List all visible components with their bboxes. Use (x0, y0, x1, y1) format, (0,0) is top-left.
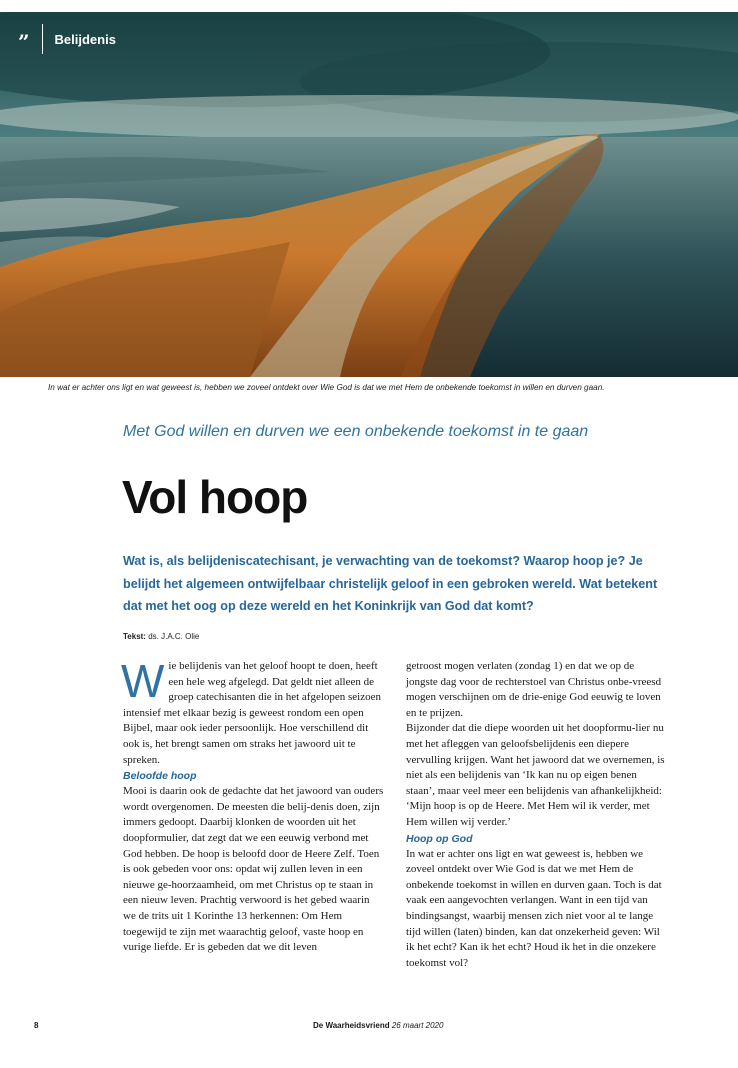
paragraph-5: In wat er achter ons ligt en wat geweest is, hebben we zoveel ontdekt over Wie God is dat we met Hem de onbekende toekomst in willen en durven gaan. Toch is dat vaak een aangevochten verlangen. Want in een tijd van bindingsangst, waarbij mensen zich niet voor al te lange tijd willen (laten) binden, kan dat onzekerheid geven: Wil ik het echt? Kan ik het echt? Houd ik het in die onzekere toekomst vol? (406, 847, 662, 969)
photo-caption: In wat er achter ons ligt en wat geweest is, hebben we zoveel ontdekt over Wie God is dat we met Hem de onbekende toekomst in willen en durven gaan. (48, 383, 605, 392)
landscape-illustration (0, 12, 738, 377)
tag-divider (42, 24, 43, 54)
header-photo (0, 12, 738, 377)
magazine-name: De Waarheidsvriend (313, 1021, 390, 1030)
section-tag (18, 24, 116, 54)
page-number: 8 (34, 1021, 39, 1030)
author-name: ds. J.A.C. Olie (148, 632, 200, 641)
subheading-beloofde-hoop: Beloofde hoop (123, 770, 197, 783)
column-left (121, 655, 385, 956)
paragraph-3: getroost mogen verlaten (zondag 1) en dat we op de jongste dag voor de rechterstoel van Christus onbe-vreesd mogen verschijnen om de drie-enige God eeuwig te loven en te prijzen. (406, 660, 662, 719)
article-kicker: Met God willen en durven we een onbekende toekomst in te gaan (123, 423, 589, 440)
author-label: Tekst: (123, 632, 146, 641)
article-intro: Wat is, als belijdeniscatechisant, je verwachting van de toekomst? Waarop hoop je? Je belijdt het algemeen ontwijfelbaar christelijk geloof in een gebroken wereld. Wat betekent dat met het oog op deze wereld en het Koninkrijk van God dat komt? (123, 554, 658, 613)
column-right (406, 659, 668, 971)
paragraph-2: Mooi is daarin ook de gedachte dat het jawoord van ouders wordt overgenomen. De meesten die belij-denis doen, zijn immers gedoopt. Daarbij klonken de woorden uit het doopformulier, dat zegt dat we een eeuwig verbond met God hebben. De hoop is beloofd door de Heere Zelf. Toen is ook gebeden voor ons: opdat wij zullen leven in een nieuwe ge-hoorzaamheid, om met Christus op te staan in een nieuw leven. Prachtig verwoord is het gebed waarin we de trits uit 1 Korinthe 13 herkennen: Om Hem toegewijd te zijn met waarachtig geloof, vaste hoop en vurige liefde. Er is gebeden dat we dit leven (123, 785, 384, 954)
article-title: Vol hoop (122, 471, 308, 523)
paragraph-1: ie belijdenis van het geloof hoopt te doen, heeft een hele weg afgelegd. Dat geldt niet alleen de groep catechisanten die in het afgelopen seizoen intensief met elkaar bezig is geweest rondom een open Bijbel, maar ook ieder persoonlijk. Hoe verschillend dit ook is, het brengt samen om straks het jawoord uit te spreken. (123, 660, 381, 766)
drop-cap: W (121, 655, 165, 707)
paragraph-4: Bijzonder dat die diepe woorden uit het doopformu-lier nu met het afleggen van geloofsbelijdenis een diepere vervulling krijgen. Want het jawoord dat we overnemen, is niet als een belijdenis van ‘Ik kan nu op eigen benen staan’, maar veel meer een belijdenis van afhankelijkheid: ‘Mijn hoop is op de Heere. Met Hem wil ik verder, met Hem willen wij verder.’ (406, 722, 665, 828)
footer-publication (313, 1021, 443, 1030)
issue-date: 26 maart 2020 (391, 1021, 444, 1030)
author-line (123, 632, 199, 641)
section-label: Belijdenis (54, 31, 116, 47)
quote-icon: ” (18, 30, 30, 54)
subheading-hoop-op-god: Hoop op God (406, 832, 473, 845)
